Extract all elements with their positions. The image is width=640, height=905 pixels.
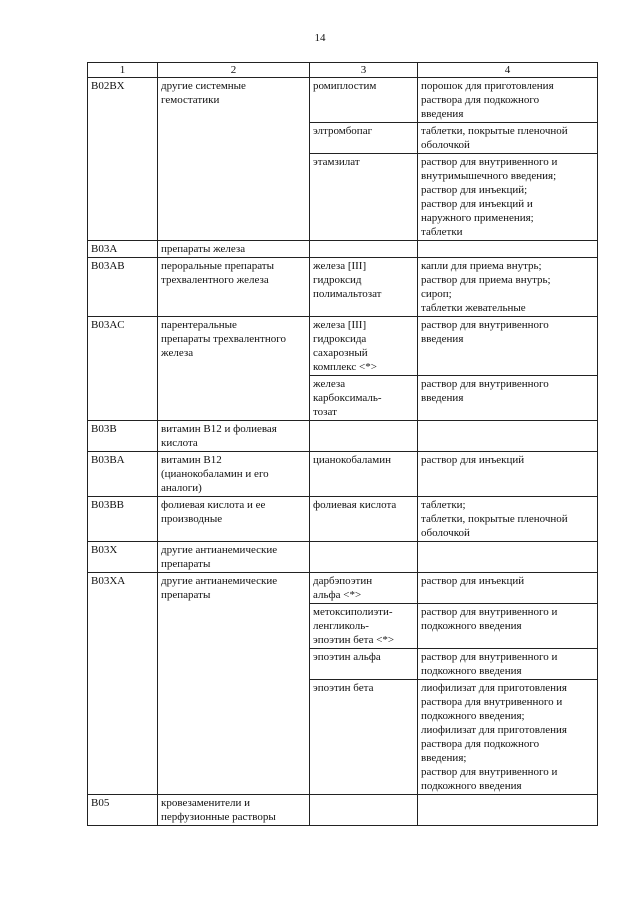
- dosage-form-line: раствор для внутривенного и: [421, 156, 558, 168]
- dosage-form-line: введения: [421, 108, 464, 120]
- dosage-form-line: подкожного введения: [421, 780, 522, 792]
- dosage-form-cell: [418, 123, 598, 154]
- drug-name-line: фолиевая кислота: [313, 499, 397, 511]
- dosage-form-cell: [418, 452, 598, 497]
- dosage-form-cell: [418, 376, 598, 421]
- dosage-form-line: внутримышечного введения;: [421, 170, 557, 182]
- drug-name-line: железа [III]: [313, 260, 367, 272]
- dosage-form-line: введения: [421, 333, 464, 345]
- drug-group-line: парентеральные: [161, 319, 237, 331]
- table-row: [88, 497, 598, 542]
- drug-name-line: дарбэпоэтин: [313, 575, 373, 587]
- drug-name-line: гидроксида: [313, 333, 367, 345]
- table-row: [88, 573, 598, 604]
- dosage-form-cell: [418, 573, 598, 604]
- drug-name-cell: [310, 123, 418, 154]
- dosage-form-line: подкожного введения: [421, 665, 522, 677]
- drug-name-line: ромиплостим: [313, 80, 377, 92]
- drug-name-cell: [310, 78, 418, 123]
- table-row: [88, 542, 598, 573]
- atc-code-cell: B05: [88, 795, 158, 826]
- drug-name-line: ленгликоль-: [313, 620, 369, 632]
- dosage-form-line: раствор для инъекций и: [421, 198, 533, 210]
- drug-name-cell: [310, 376, 418, 421]
- atc-code-cell: B03BB: [88, 497, 158, 542]
- drug-group-line: витамин B12: [161, 454, 222, 466]
- dosage-form-line: оболочкой: [421, 139, 470, 151]
- drug-name-cell: [310, 154, 418, 241]
- table-row: [88, 421, 598, 452]
- dosage-form-cell: [418, 649, 598, 680]
- atc-code-cell: B03B: [88, 421, 158, 452]
- column-header: 4: [418, 63, 598, 78]
- drug-name-cell: [310, 649, 418, 680]
- drug-group-line: препараты: [161, 589, 211, 601]
- drug-name-line: гидроксид: [313, 274, 362, 286]
- dosage-form-line: раствор для инъекций: [421, 454, 525, 466]
- dosage-form-line: раствор для внутривенного: [421, 319, 549, 331]
- table-row: [88, 795, 598, 826]
- dosage-form-line: оболочкой: [421, 527, 470, 539]
- dosage-form-cell: [418, 317, 598, 376]
- drug-group-cell: [158, 452, 310, 497]
- page-number: 14: [314, 32, 326, 44]
- dosage-form-line: таблетки: [421, 226, 463, 238]
- drug-group-line: другие антианемические: [161, 544, 278, 556]
- dosage-form-cell: [418, 241, 598, 258]
- dosage-form-line: лиофилизат для приготовления: [421, 724, 567, 736]
- dosage-form-cell: [418, 154, 598, 241]
- drug-group-line: препараты трехвалентного: [161, 333, 286, 345]
- drug-group-line: другие антианемические: [161, 575, 278, 587]
- drug-group-line: производные: [161, 513, 223, 525]
- drug-group-line: другие системные: [161, 80, 246, 92]
- table-row: [88, 78, 598, 123]
- drug-group-line: (цианокобаламин и его: [161, 468, 269, 480]
- dosage-form-line: раствор для инъекций;: [421, 184, 528, 196]
- drug-table: [87, 62, 598, 826]
- dosage-form-line: таблетки;: [421, 499, 466, 511]
- dosage-form-cell: [418, 258, 598, 317]
- drug-name-line: элтромбопаг: [313, 125, 373, 137]
- drug-name-cell: [310, 317, 418, 376]
- drug-group-line: пероральные препараты: [161, 260, 274, 272]
- dosage-form-cell: [418, 795, 598, 826]
- drug-name-line: цианокобаламин: [313, 454, 392, 466]
- drug-name-line: тозат: [313, 406, 337, 418]
- drug-group-line: перфузионные растворы: [161, 811, 276, 823]
- drug-group-line: аналоги): [161, 482, 202, 494]
- drug-group-cell: [158, 795, 310, 826]
- drug-name-line: железа [III]: [313, 319, 367, 331]
- dosage-form-line: раствор для приема внутрь;: [421, 274, 551, 286]
- dosage-form-line: подкожного введения;: [421, 710, 525, 722]
- dosage-form-line: раствор для внутривенного и: [421, 606, 558, 618]
- dosage-form-line: раствор для внутривенного и: [421, 651, 558, 663]
- dosage-form-cell: [418, 680, 598, 795]
- drug-group-line: кислота: [161, 437, 198, 449]
- drug-group-line: трехвалентного железа: [161, 274, 269, 286]
- dosage-form-line: подкожного введения: [421, 620, 522, 632]
- drug-name-cell: [310, 680, 418, 795]
- drug-name-line: альфа <*>: [313, 589, 362, 601]
- table-row: [88, 258, 598, 317]
- drug-name-cell: [310, 497, 418, 542]
- dosage-form-line: раствора для подкожного: [421, 94, 540, 106]
- dosage-form-line: порошок для приготовления: [421, 80, 554, 92]
- drug-group-line: гемостатики: [161, 94, 220, 106]
- drug-group-line: витамин B12 и фолиевая: [161, 423, 277, 435]
- drug-name-line: сахарозный: [313, 347, 368, 359]
- drug-group-line: препараты: [161, 558, 211, 570]
- drug-name-line: эпоэтин бета: [313, 682, 374, 694]
- dosage-form-line: капли для приема внутрь;: [421, 260, 542, 272]
- drug-name-line: полимальтозат: [313, 288, 382, 300]
- dosage-form-line: раствор для внутривенного: [421, 378, 549, 390]
- dosage-form-line: раствор для внутривенного и: [421, 766, 558, 778]
- drug-group-cell: [158, 573, 310, 795]
- drug-group-cell: [158, 421, 310, 452]
- drug-name-cell: [310, 452, 418, 497]
- dosage-form-line: таблетки, покрытые пленочной: [421, 125, 568, 137]
- drug-group-cell: [158, 542, 310, 573]
- drug-name-line: эпоэтин бета <*>: [313, 634, 395, 646]
- dosage-form-line: лиофилизат для приготовления: [421, 682, 567, 694]
- drug-name-cell: [310, 604, 418, 649]
- table-row: [88, 317, 598, 376]
- drug-name-line: этамзилат: [313, 156, 360, 168]
- atc-code-cell: B03XA: [88, 573, 158, 795]
- drug-group-line: железа: [161, 347, 194, 359]
- dosage-form-line: раствора для подкожного: [421, 738, 540, 750]
- drug-name-line: карбоксималь-: [313, 392, 382, 404]
- atc-code-cell: B03AB: [88, 258, 158, 317]
- drug-group-line: кровезаменители и: [161, 797, 251, 809]
- drug-name-cell: [310, 241, 418, 258]
- dosage-form-line: таблетки, покрытые пленочной: [421, 513, 568, 525]
- atc-code-cell: B03BA: [88, 452, 158, 497]
- column-header: 1: [88, 63, 158, 78]
- dosage-form-line: введения;: [421, 752, 467, 764]
- atc-code-cell: B03X: [88, 542, 158, 573]
- dosage-form-cell: [418, 604, 598, 649]
- drug-group-cell: [158, 497, 310, 542]
- drug-group-cell: [158, 78, 310, 241]
- table-body: [88, 78, 598, 826]
- drug-name-line: метоксиполиэти-: [313, 606, 393, 618]
- drug-name-line: железа: [313, 378, 346, 390]
- table-row: [88, 241, 598, 258]
- dosage-form-cell: [418, 421, 598, 452]
- dosage-form-cell: [418, 497, 598, 542]
- dosage-form-line: таблетки жевательные: [421, 302, 526, 314]
- drug-group-line: препараты железа: [161, 243, 246, 255]
- drug-name-cell: [310, 573, 418, 604]
- drug-name-cell: [310, 421, 418, 452]
- drug-name-cell: [310, 795, 418, 826]
- dosage-form-line: наружного применения;: [421, 212, 534, 224]
- header-row: [88, 63, 598, 78]
- dosage-form-line: введения: [421, 392, 464, 404]
- drug-name-cell: [310, 258, 418, 317]
- column-header: 3: [310, 63, 418, 78]
- drug-group-cell: [158, 258, 310, 317]
- table-row: [88, 452, 598, 497]
- dosage-form-line: сироп;: [421, 288, 452, 300]
- dosage-form-line: раствора для внутривенного и: [421, 696, 563, 708]
- dosage-form-cell: [418, 542, 598, 573]
- dosage-form-cell: [418, 78, 598, 123]
- atc-code-cell: B02BX: [88, 78, 158, 241]
- drug-group-cell: [158, 241, 310, 258]
- drug-name-cell: [310, 542, 418, 573]
- dosage-form-line: раствор для инъекций: [421, 575, 525, 587]
- atc-code-cell: B03A: [88, 241, 158, 258]
- atc-code-cell: B03AC: [88, 317, 158, 421]
- drug-group-line: фолиевая кислота и ее: [161, 499, 266, 511]
- drug-group-cell: [158, 317, 310, 421]
- drug-name-line: комплекс <*>: [313, 361, 377, 373]
- column-header: 2: [158, 63, 310, 78]
- drug-name-line: эпоэтин альфа: [313, 651, 381, 663]
